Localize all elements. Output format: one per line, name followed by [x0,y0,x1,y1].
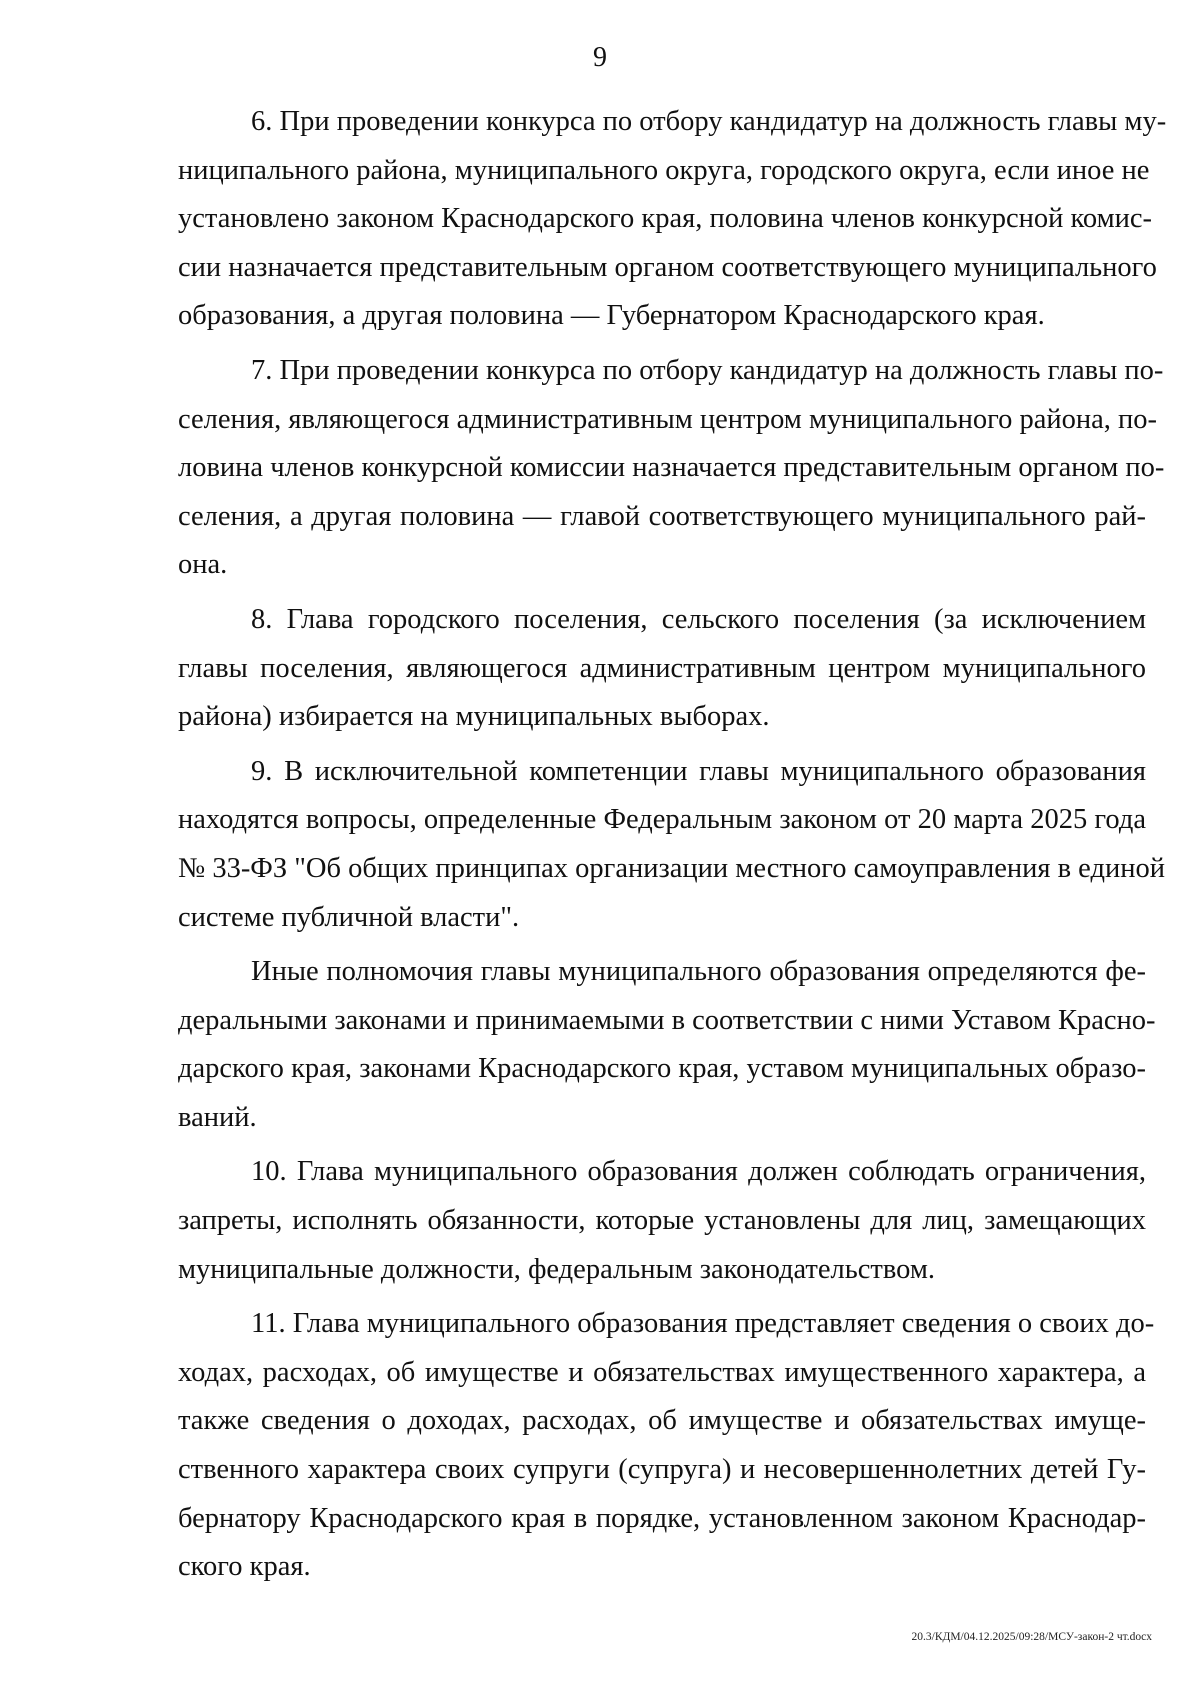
text-line: ниципального района, муниципального округа, городского округа, если иное не [178,154,1150,186]
text-line: главы поселения, являющегося административным центром муниципального [178,652,1146,684]
file-path-footer: 20.3/КДМ/04.12.2025/09:28/МСУ-закон-2 чт.docx [911,1631,1152,1643]
text-line: установлено законом Краснодарского края, половина членов конкурсной комис- [178,203,1153,235]
text-line: образования, а другая половина — Губернатором Краснодарского края. [178,300,1045,332]
text-line: бернатору Краснодарского края в порядке, установленном законом Краснодар- [178,1502,1146,1534]
text-line: муниципальные должности, федеральным законодательством. [178,1253,935,1285]
text-line: ходах, расходах, об имуществе и обязательствах имущественного характера, а [178,1356,1146,1388]
text-line: системе публичной власти". [178,901,520,933]
paragraph-11 [178,1300,1155,1592]
text-line: ственного характера своих супруги (супруга) и несовершеннолетних детей Гу- [178,1454,1146,1486]
text-line: селения, являющегося административным центром муниципального района, по- [178,403,1158,435]
paragraph-6 [178,98,1167,341]
text-line: также сведения о доходах, расходах, об имуществе и обязательствах имуще- [178,1405,1146,1437]
text-line: ваний. [178,1101,257,1133]
text-line: селения, а другая половина — главой соответствующего муниципального рай- [178,500,1146,532]
text-line: № 33-ФЗ "Об общих принципах организации местного самоуправления в единой [178,852,1165,884]
paragraph-other-powers [178,948,1156,1142]
text-line: 6. При проведении конкурса по отбору кандидатур на должность главы му- [251,106,1167,137]
document-body [178,98,1167,1598]
text-line: 10. Глава муниципального образования должен соблюдать ограничения, [251,1156,1146,1188]
text-line: деральными законами и принимаемыми в соответствии с ними Уставом Красно- [178,1004,1156,1036]
paragraph-10 [178,1148,1146,1294]
text-line: ского края. [178,1551,311,1583]
text-line: запреты, исполнять обязанности, которые установлены для лиц, замещающих [178,1205,1146,1237]
paragraph-7 [178,347,1165,590]
text-line: находятся вопросы, определенные Федеральным законом от 20 марта 2025 года [178,804,1146,836]
text-line: Иные полномочия главы муниципального образования определяются фе- [251,956,1146,988]
text-line: дарского края, законами Краснодарского края, уставом муниципальных образо- [178,1053,1146,1085]
page-number: 9 [593,42,607,73]
text-line: 7. При проведении конкурса по отбору кандидатур на должность главы по- [251,354,1164,386]
text-line: сии назначается представительным органом соответствующего муниципального [178,251,1157,283]
text-line: 9. В исключительной компетенции главы муниципального образования [251,755,1146,787]
text-line: 11. Глава муниципального образования представляет сведения о своих до- [251,1308,1155,1340]
text-line: она. [178,549,228,581]
text-line: района) избирается на муниципальных выборах. [178,701,770,733]
text-line: ловина членов конкурсной комиссии назначается представительным органом по- [178,452,1165,484]
paragraph-8 [178,596,1146,742]
paragraph-9 [178,748,1165,942]
text-line: 8. Глава городского поселения, сельского поселения (за исключением [251,603,1146,635]
